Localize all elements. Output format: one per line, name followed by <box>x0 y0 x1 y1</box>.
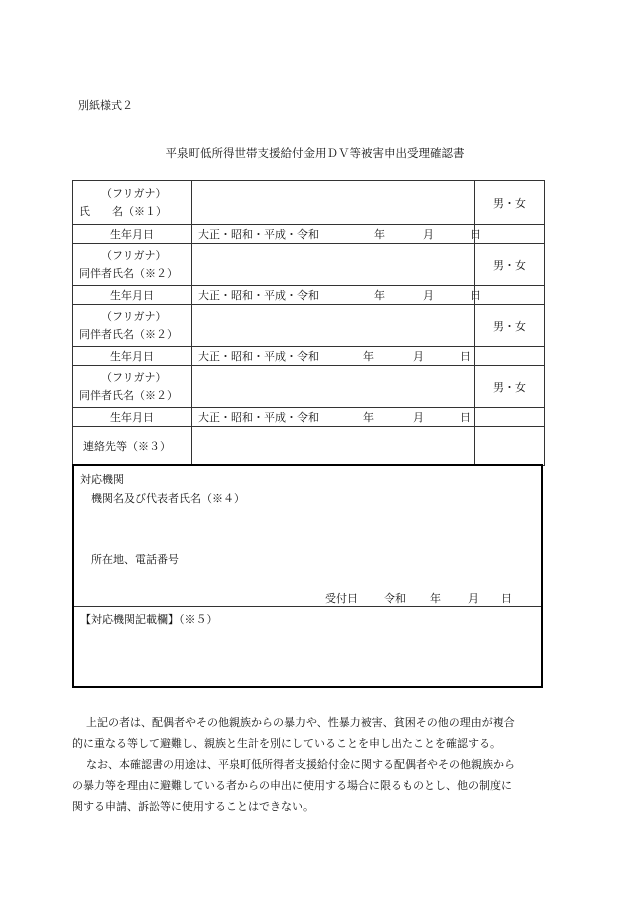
companion-name-label: 同伴者氏名（※２） <box>79 266 178 280</box>
contact-label: 連絡先等（※３） <box>73 427 192 466</box>
empty-cell <box>475 347 545 366</box>
birth-date-field[interactable] <box>192 347 475 366</box>
day-label: 日 <box>470 228 481 241</box>
furigana-label: （フリガナ） <box>101 186 167 200</box>
month-label: 月 <box>413 350 424 363</box>
day-label: 日 <box>470 289 481 302</box>
paragraph-line: 関する申請、訴訟等に使用することはできない。 <box>72 800 314 813</box>
empty-cell <box>475 286 545 305</box>
application-table <box>72 180 545 466</box>
applicant-name-input[interactable] <box>192 181 475 225</box>
received-month: 月 <box>468 592 479 605</box>
applicant-birth-row <box>73 225 545 244</box>
month-label: 月 <box>413 411 424 424</box>
companion-name-row <box>73 366 545 408</box>
name-label: 氏 名（※１） <box>79 204 167 218</box>
furigana-label: （フリガナ） <box>101 248 167 262</box>
document-title: 平泉町低所得世帯支援給付金用ＤＶ等被害申出受理確認書 <box>165 146 465 160</box>
gender-select[interactable] <box>475 305 545 347</box>
paragraph-line: なお、本確認書の用途は、平泉町低所得者支援給付金に関する配偶者やその他親族から <box>86 758 515 771</box>
empty-cell <box>475 408 545 427</box>
companion-birth-row <box>73 286 545 305</box>
companion-name-row <box>73 244 545 286</box>
contact-input[interactable] <box>192 427 475 466</box>
year-label: 年 <box>374 228 385 241</box>
month-label: 月 <box>423 228 434 241</box>
birth-label: 生年月日 <box>73 408 192 427</box>
applicant-name-label-cell <box>73 181 192 225</box>
companion-name-row <box>73 305 545 347</box>
year-label: 年 <box>363 350 374 363</box>
empty-cell <box>475 225 545 244</box>
paragraph-line: 的に重なる等して避難し、親族と生計を別にしていることを申し出たことを確認する。 <box>72 737 501 750</box>
agency-name-label: 機関名及び代表者氏名（※４） <box>91 492 245 505</box>
paragraph-line: 上記の者は、配偶者やその他親族からの暴力や、性暴力被害、貧困その他の理由が複合 <box>86 716 515 729</box>
era-options: 大正・昭和・平成・令和 <box>198 350 319 363</box>
gender-select[interactable] <box>475 244 545 286</box>
received-date-field[interactable] <box>74 590 541 606</box>
gender-options: 男・女 <box>493 380 526 394</box>
year-label: 年 <box>363 411 374 424</box>
usage-note-paragraph <box>72 754 548 817</box>
day-label: 日 <box>460 411 471 424</box>
birth-label: 生年月日 <box>73 347 192 366</box>
birth-date-field[interactable] <box>192 408 475 427</box>
applicant-name-row <box>73 181 545 225</box>
gender-select[interactable] <box>475 366 545 408</box>
gender-options: 男・女 <box>493 196 526 210</box>
form-number: 別紙様式２ <box>78 99 133 112</box>
gender-options: 男・女 <box>493 258 526 272</box>
era-options: 大正・昭和・平成・令和 <box>198 411 319 424</box>
birth-label: 生年月日 <box>73 286 192 305</box>
era-options: 大正・昭和・平成・令和 <box>198 289 319 302</box>
empty-cell <box>475 427 545 466</box>
year-label: 年 <box>374 289 385 302</box>
companion-name-label-cell <box>73 244 192 286</box>
companion-name-label-cell <box>73 305 192 347</box>
agency-notes-label: 【対応機関記載欄】（※５） <box>80 613 218 626</box>
companion-name-input[interactable] <box>192 305 475 347</box>
furigana-label: （フリガナ） <box>101 309 167 323</box>
era-options: 大正・昭和・平成・令和 <box>198 228 319 241</box>
contact-row <box>73 427 545 466</box>
month-label: 月 <box>423 289 434 302</box>
agency-section <box>72 464 543 688</box>
gender-options: 男・女 <box>493 319 526 333</box>
day-label: 日 <box>460 350 471 363</box>
received-era: 令和 <box>384 592 406 605</box>
companion-name-input[interactable] <box>192 366 475 408</box>
companion-name-label: 同伴者氏名（※２） <box>79 327 178 341</box>
companion-name-label: 同伴者氏名（※２） <box>79 388 178 402</box>
confirmation-paragraph <box>72 712 548 754</box>
companion-name-label-cell <box>73 366 192 408</box>
birth-label: 生年月日 <box>73 225 192 244</box>
gender-select[interactable] <box>475 181 545 225</box>
received-year: 年 <box>430 592 441 605</box>
birth-date-field[interactable] <box>192 286 481 305</box>
agency-heading: 対応機関 <box>80 473 124 486</box>
agency-address-label: 所在地、電話番号 <box>91 553 179 566</box>
companion-birth-row <box>73 408 545 427</box>
companion-birth-row <box>73 347 545 366</box>
furigana-label: （フリガナ） <box>101 370 167 384</box>
paragraph-line: の暴力等を理由に避難している者からの申出に使用する場合に限るものとし、他の制度に <box>72 779 512 792</box>
companion-name-input[interactable] <box>192 244 475 286</box>
agency-divider <box>74 606 541 607</box>
agency-notes-area[interactable] <box>74 628 541 684</box>
birth-date-field[interactable] <box>192 225 481 244</box>
received-day: 日 <box>501 592 512 605</box>
received-label: 受付日 <box>325 592 358 605</box>
